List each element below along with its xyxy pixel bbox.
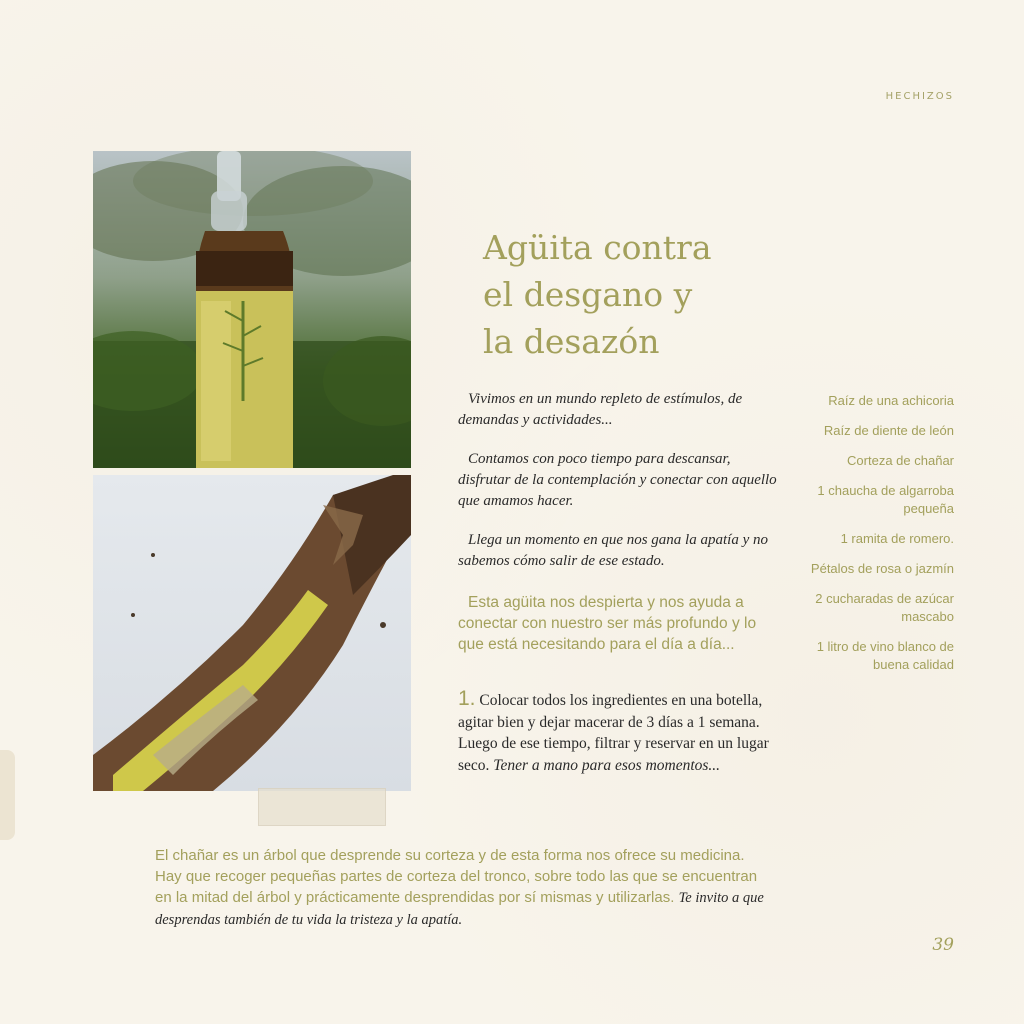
- page-title: [483, 224, 803, 365]
- title-line: la desazón: [483, 322, 660, 361]
- footer-paragraph: [155, 845, 775, 931]
- intro-paragraph: Vivimos en un mundo repleto de estímulos, de demandas y actividades...: [458, 391, 743, 428]
- ingredient-item: 2 cucharadas de azúcar mascabo: [815, 591, 954, 624]
- footer-italic: Te invito a que desprendas también de tu vida la tristeza y la apatía.: [155, 890, 764, 928]
- ingredient-item: 1 chaucha de algarroba pequeña: [817, 483, 954, 516]
- intro-paragraph: Llega un momento en que nos gana la apatía y no sabemos cómo salir de ese estado.: [458, 532, 768, 569]
- title-line: Agüita contra: [483, 228, 712, 267]
- ingredient-item: Pétalos de rosa o jazmín: [810, 561, 954, 576]
- step-text: Colocar todos los ingredientes en una botella, agitar bien y dejar macerar de 3 días a 1 semana. Luego de ese tiempo, filtrar y reservar en un lugar seco.: [458, 692, 769, 774]
- page-number: 39: [932, 935, 954, 955]
- intro-paragraph: Contamos con poco tiempo para descansar, disfrutar de la contemplación y conectar con aquello que amamos hacer.: [458, 451, 777, 509]
- section-label: HECHIZOS: [885, 91, 954, 102]
- tape: [258, 788, 386, 826]
- ingredient-item: Corteza de chañar: [847, 453, 954, 468]
- footer-text: El chañar es un árbol que desprende su corteza y de esta forma nos ofrece su medicina. Hay que recoger pequeñas partes de corteza del tronco, sobre todo las que se encuentran en la mitad del árbol y prácticamente desprendidas por sí mismas y utilizarlas.: [155, 847, 758, 906]
- step-number: 1.: [458, 687, 476, 710]
- bottle-photo: [93, 151, 411, 468]
- ingredients-list: [794, 392, 954, 686]
- ingredient-item: 1 litro de vino blanco de buena calidad: [816, 639, 954, 672]
- ingredient-item: Raíz de una achicoria: [828, 393, 954, 408]
- paper-scrap: [0, 750, 15, 840]
- step-italic: Tener a mano para esos momentos...: [493, 756, 721, 774]
- intro-text: [458, 389, 778, 590]
- step-instruction: [458, 688, 778, 776]
- bark-photo: [93, 475, 411, 791]
- title-line: el desgano y: [483, 275, 693, 314]
- highlight-paragraph: Esta agüita nos despierta y nos ayuda a conectar con nuestro ser más profundo y lo que está necesitando para el día a día...: [458, 594, 757, 653]
- ingredient-item: 1 ramita de romero.: [840, 531, 954, 546]
- ingredient-item: Raíz de diente de león: [823, 423, 954, 438]
